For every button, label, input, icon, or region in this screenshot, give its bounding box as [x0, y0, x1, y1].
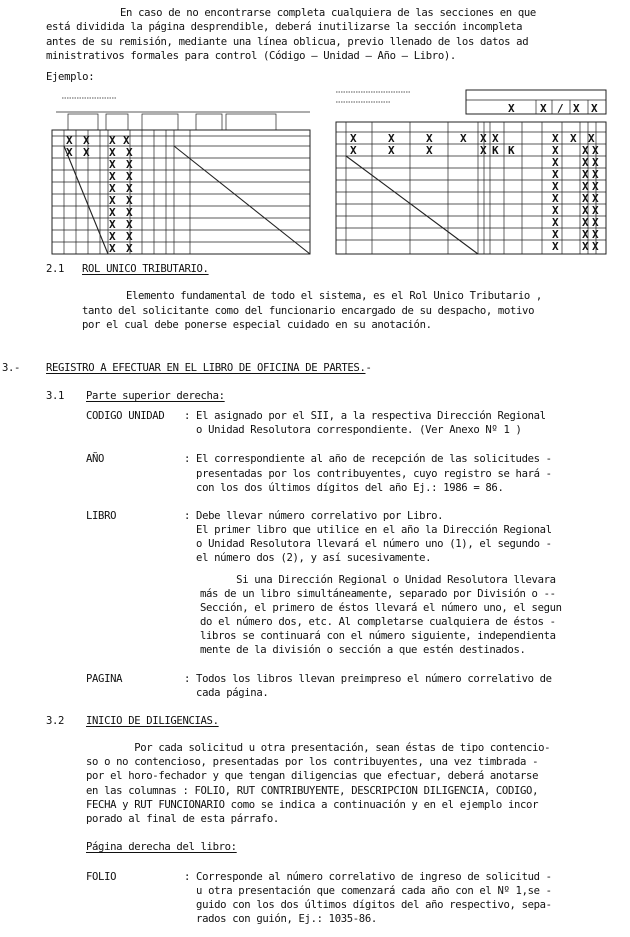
svg-text:X: X: [573, 102, 580, 115]
ano-label: AÑO: [86, 453, 105, 465]
folio-line-2: u otra presentación que comenzará cada año con el Nº 1,se -: [184, 885, 552, 897]
section-2-1-title: ROL UNICO TRIBUTARIO.: [82, 263, 209, 275]
libro-line-2: El primer libro que utilice en el año la Dirección Regional: [184, 524, 552, 536]
svg-text:X: X: [592, 144, 599, 157]
libro-para-1: Si una Dirección Regional o Unidad Resolutora llevara: [200, 574, 556, 586]
svg-text:X: X: [582, 168, 589, 181]
svg-text:X: X: [109, 182, 116, 195]
section-3-2-number: 3.2: [46, 715, 65, 727]
codigo-unidad-line-2: o Unidad Resolutora correspondiente. (Ver Anexo Nº 1 ): [184, 424, 522, 436]
svg-text:X: X: [480, 144, 487, 157]
svg-text:X: X: [592, 216, 599, 229]
svg-text:X: X: [426, 132, 433, 145]
svg-text:X: X: [66, 134, 73, 147]
svg-text:X: X: [109, 134, 116, 147]
svg-text:X: X: [126, 218, 133, 231]
svg-text:X: X: [552, 216, 559, 229]
svg-text:X: X: [126, 182, 133, 195]
svg-text:X: X: [582, 204, 589, 217]
svg-text:X: X: [126, 146, 133, 159]
pagina-line-1: : Todos los libros llevan preimpreso el número correlativo de: [184, 673, 552, 685]
svg-text:X: X: [570, 132, 577, 145]
folio-line-1: : Corresponde al número correlativo de ingreso de solicitud -: [184, 871, 552, 883]
svg-text:X: X: [109, 206, 116, 219]
svg-text:X: X: [592, 240, 599, 253]
libro-line-3: o Unidad Resolutora llevará el número uno (1), el segundo -: [184, 538, 552, 550]
svg-text:X: X: [582, 156, 589, 169]
section-3-number: 3.-: [2, 362, 21, 374]
codigo-unidad-label: CODIGO UNIDAD: [86, 410, 165, 422]
svg-text:X: X: [592, 204, 599, 217]
svg-text:X: X: [508, 102, 515, 115]
s32-line-3: por el horo-fechador y que tengan diligencias que efectuar, deberá anotarse: [86, 770, 539, 782]
svg-text:X: X: [109, 194, 116, 207]
svg-text:X: X: [460, 132, 467, 145]
libro-label: LIBRO: [86, 510, 117, 522]
svg-text:X: X: [388, 144, 395, 157]
svg-text:X: X: [480, 132, 487, 145]
s21-line-3: por el cual debe ponerse especial cuidado en su anotación.: [82, 319, 432, 331]
svg-text:X: X: [592, 192, 599, 205]
svg-text:X: X: [66, 146, 73, 159]
libro-para-4: do el número dos, etc. Al completarse cualquiera de éstos -: [200, 616, 556, 628]
svg-text:X: X: [592, 180, 599, 193]
svg-text:X: X: [592, 228, 599, 241]
pagina-line-2: cada página.: [184, 687, 269, 699]
svg-text:X: X: [126, 158, 133, 171]
libro-line-4: el número dos (2), y así sucesivamente.: [184, 552, 432, 564]
svg-text:X: X: [126, 206, 133, 219]
section-3-heading: [46, 361, 372, 376]
svg-text:X: X: [109, 158, 116, 171]
svg-text:X: X: [109, 170, 116, 183]
svg-text:X: X: [426, 144, 433, 157]
svg-text:X: X: [582, 228, 589, 241]
section-3-2-title: INICIO DE DILIGENCIAS.: [86, 715, 219, 727]
svg-text:X: X: [552, 156, 559, 169]
s32-line-5: FECHA y RUT FUNCIONARIO como se indica a continuación y en el ejemplo incor: [86, 799, 539, 811]
ano-line-3: con los dos últimos dígitos del año Ej.: 1986 = 86.: [184, 482, 504, 494]
ano-line-2: presentadas por los contribuyentes, cuyo registro se hará -: [184, 468, 552, 480]
svg-text:X: X: [552, 168, 559, 181]
svg-text:X: X: [552, 192, 559, 205]
svg-text:X: X: [591, 102, 598, 115]
s32-line-6: porado al final de esta párrafo.: [86, 813, 279, 825]
svg-text:X: X: [388, 132, 395, 145]
svg-text:X: X: [582, 180, 589, 193]
svg-text:X: X: [109, 230, 116, 243]
ano-line-1: : El correspondiente al año de recepción de las solicitudes -: [184, 453, 552, 465]
section-3-1-title: Parte superior derecha:: [86, 390, 225, 402]
section-3-title: REGISTRO A EFECTUAR EN EL LIBRO DE OFICINA DE PARTES.: [46, 362, 366, 374]
example-ledger-left: [46, 88, 318, 266]
svg-text:X: X: [552, 180, 559, 193]
intro-line-1: En caso de no encontrarse completa cualquiera de las secciones en que: [120, 7, 536, 19]
svg-text:/: /: [557, 102, 564, 115]
svg-text:X: X: [582, 192, 589, 205]
intro-line-3: antes de su remisión, mediante una línea oblicua, previo llenado de los datos ad: [46, 36, 529, 48]
s32-line-2: so o no contencioso, presentadas por los contribuyentes, una vez timbrada -: [86, 756, 539, 768]
ejemplo-label: Ejemplo:: [46, 71, 95, 83]
pagina-label: PAGINA: [86, 673, 123, 685]
intro-line-4: ministrativos formales para control (Código – Unidad – Año – Libro).: [46, 50, 456, 62]
section-3-title-dash: -: [365, 362, 372, 374]
s21-line-2: tanto del solicitante como del funcionario encargado de su despacho, motivo: [82, 305, 535, 317]
svg-text:X: X: [582, 240, 589, 253]
svg-text:X: X: [552, 144, 559, 157]
svg-text:X: X: [126, 230, 133, 243]
svg-text:X: X: [552, 240, 559, 253]
svg-text:X: X: [592, 168, 599, 181]
svg-text:X: X: [552, 204, 559, 217]
section-2-1-number: 2.1: [46, 263, 65, 275]
svg-text:X: X: [126, 242, 133, 255]
svg-text:X: X: [350, 132, 357, 145]
svg-text:X: X: [582, 216, 589, 229]
svg-text:X: X: [109, 218, 116, 231]
svg-text:X: X: [350, 144, 357, 157]
folio-line-4: rados con guión, Ej.: 1035-86.: [184, 913, 377, 925]
libro-line-1: : Debe llevar número correlativo por Libro.: [184, 510, 444, 522]
pagina-derecha-subhead: Página derecha del libro:: [86, 841, 237, 853]
libro-para-5: libros se continuará con el número siguiente, independienta: [200, 630, 556, 642]
svg-text:X: X: [109, 242, 116, 255]
section-3-1-number: 3.1: [46, 390, 65, 402]
svg-text:X: X: [83, 134, 90, 147]
example-ledger-right: [330, 88, 610, 266]
svg-text:X: X: [492, 132, 499, 145]
folio-label: FOLIO: [86, 871, 117, 883]
intro-line-2: está dividida la página desprendible, deberá inutilizarse la sección incompleta: [46, 21, 523, 33]
svg-text:K: K: [492, 144, 499, 157]
codigo-unidad-line-1: : El asignado por el SII, a la respectiva Dirección Regional: [184, 410, 546, 422]
folio-line-3: guido con los dos últimos dígitos del año respectivo, sepa-: [184, 899, 552, 911]
svg-text:X: X: [552, 132, 559, 145]
svg-text:X: X: [592, 156, 599, 169]
s32-line-1: Por cada solicitud u otra presentación, sean éstas de tipo contencio-: [86, 742, 551, 754]
s32-line-4: en las columnas : FOLIO, RUT CONTRIBUYENTE, DESCRIPCION DILIGENCIA, CODIGO,: [86, 785, 539, 797]
svg-text:X: X: [126, 170, 133, 183]
libro-para-2: más de un libro simultáneamente, separado por División o --: [200, 588, 556, 600]
libro-para-6: mente de la división o sección a que estén destinados.: [200, 644, 526, 656]
svg-text:X: X: [109, 146, 116, 159]
svg-text:X: X: [123, 134, 130, 147]
svg-text:K: K: [508, 144, 515, 157]
s21-line-1: Elemento fundamental de todo el sistema, es el Rol Unico Tributario ,: [126, 290, 542, 302]
svg-text:X: X: [83, 146, 90, 159]
svg-text:X: X: [126, 194, 133, 207]
libro-para-3: Sección, el primero de éstos llevará el número uno, el segun: [200, 602, 562, 614]
svg-text:X: X: [552, 228, 559, 241]
svg-text:X: X: [582, 144, 589, 157]
svg-text:X: X: [588, 132, 595, 145]
svg-text:X: X: [540, 102, 547, 115]
